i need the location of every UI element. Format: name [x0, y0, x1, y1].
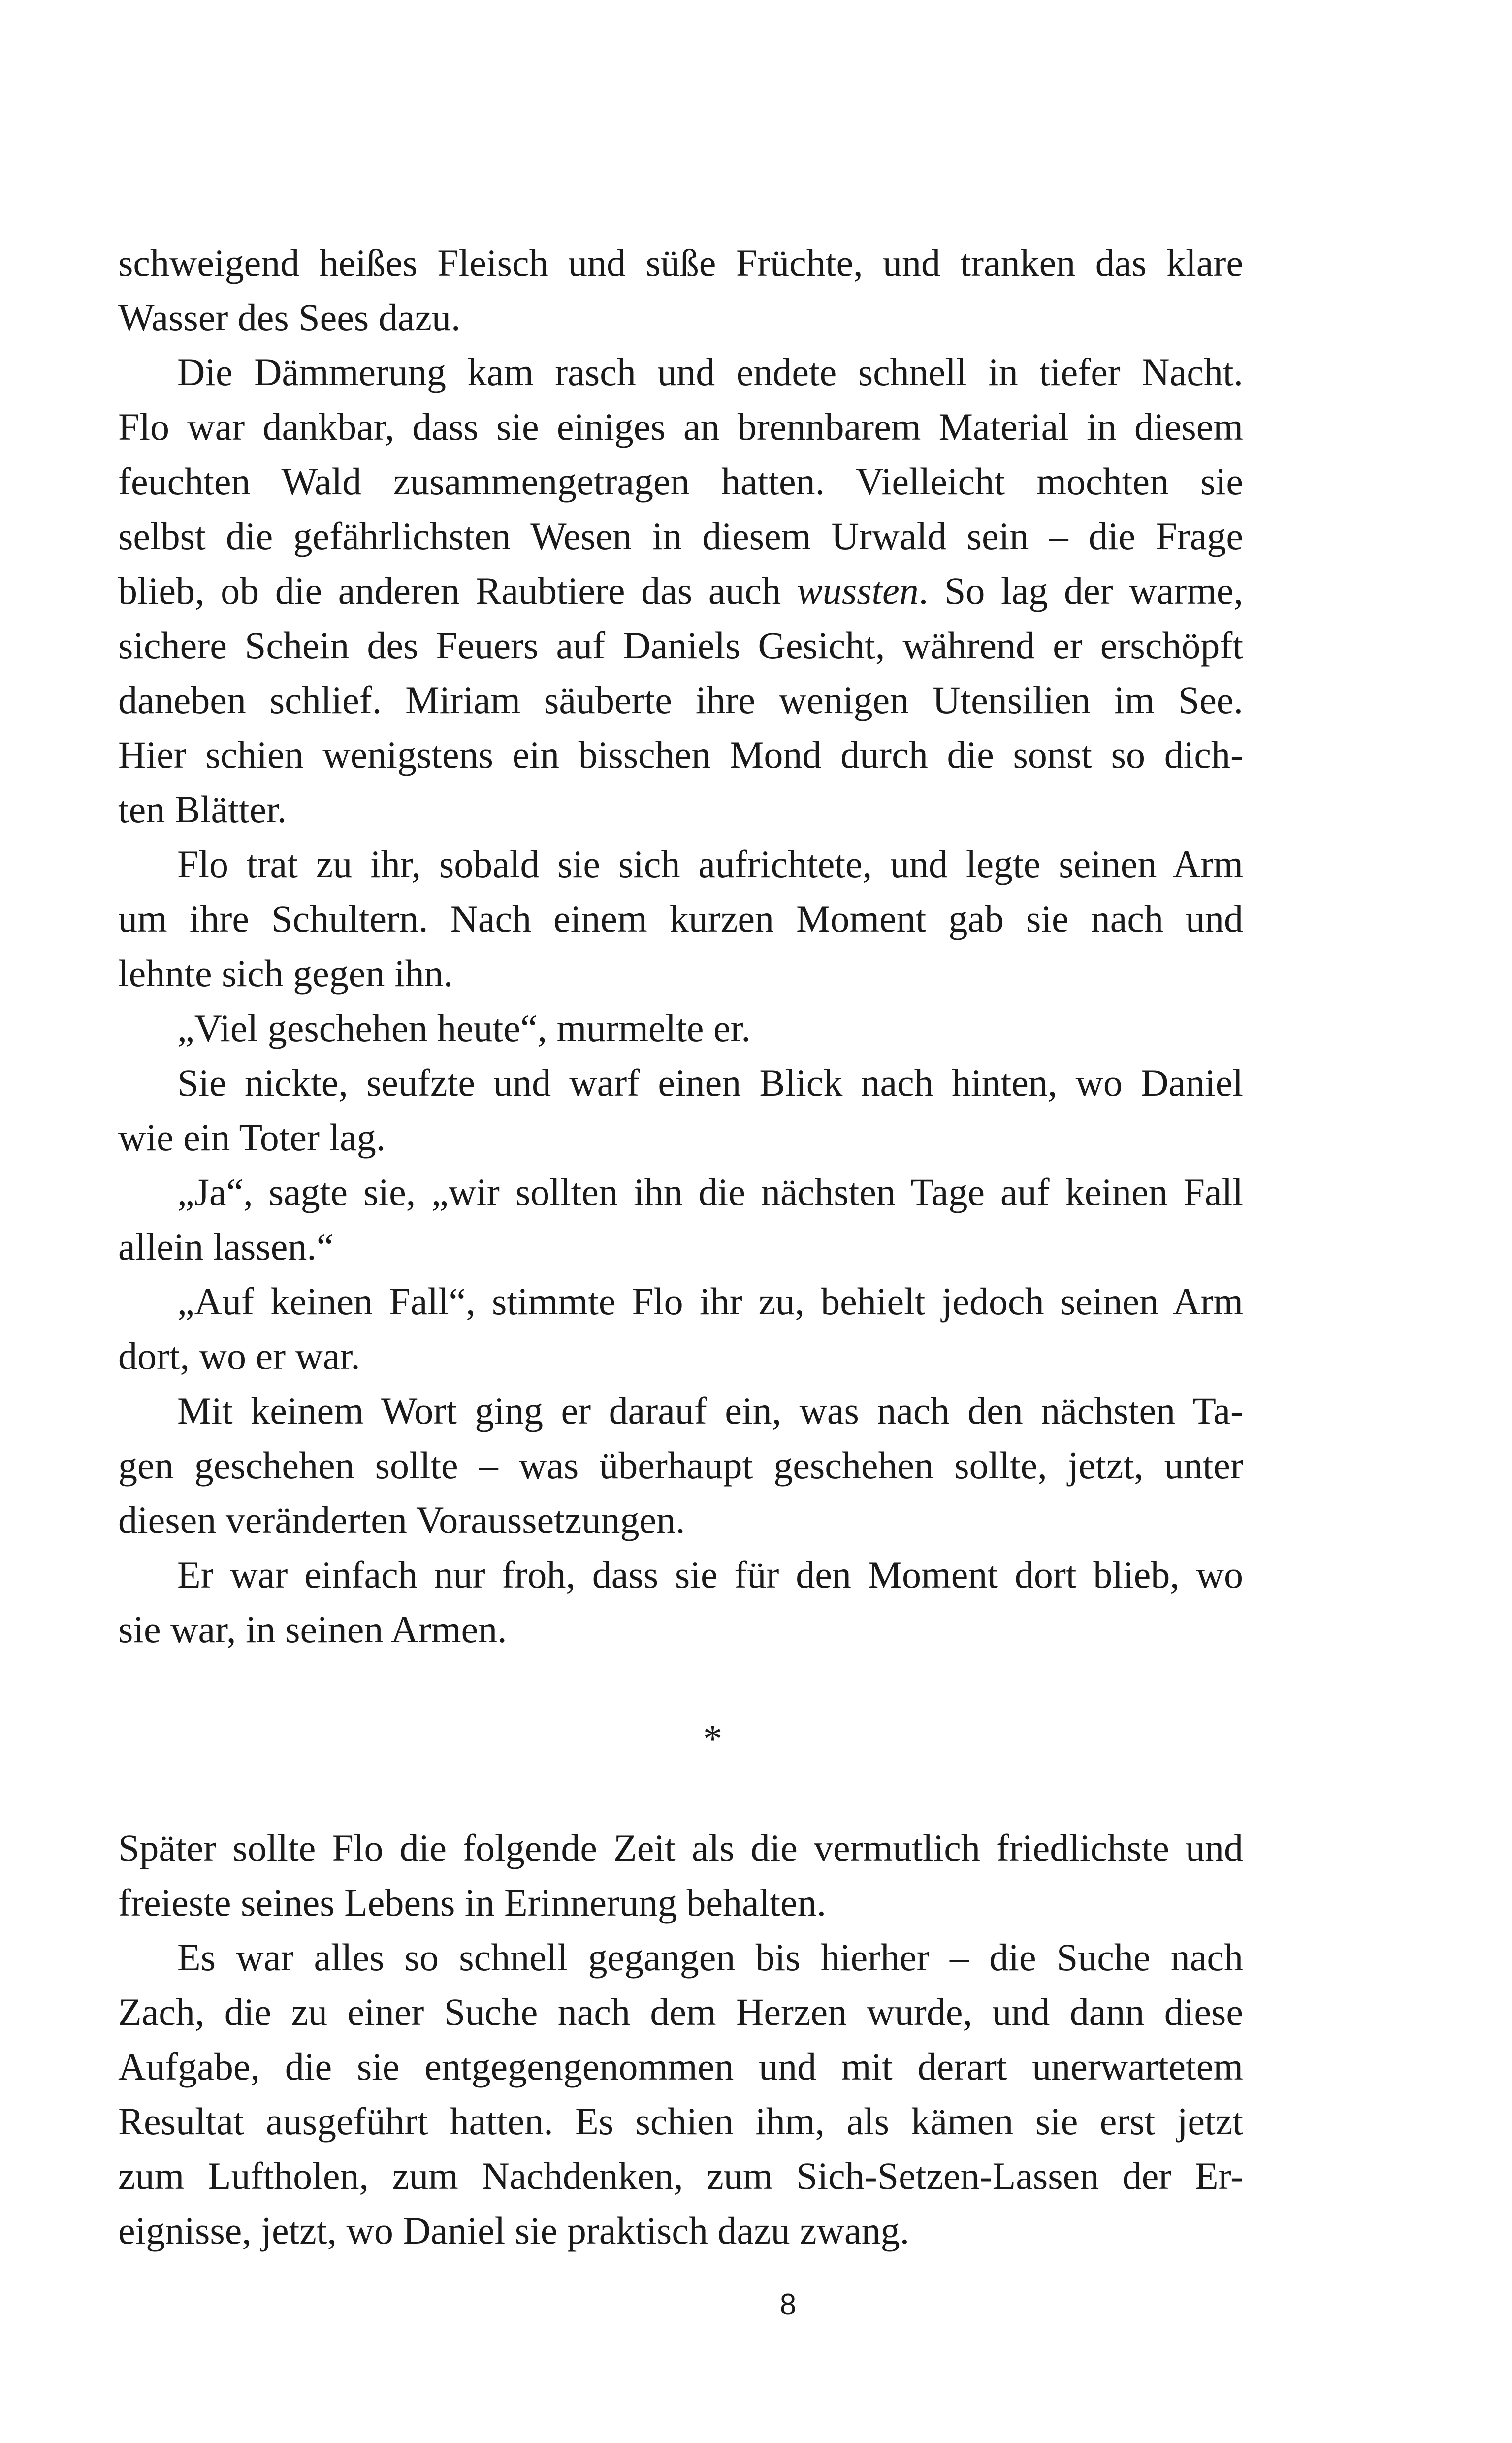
- paragraph: [118, 1821, 1243, 1930]
- text-line: gen geschehen sollte – was überhaupt geschehen sollte, jetzt, unter: [118, 1444, 1243, 1487]
- paragraph: [118, 1001, 1243, 1055]
- text-line: Resultat ausgeführt hatten. Es schien ihm, als kämen sie erst jetzt: [118, 2100, 1243, 2143]
- text-line: Die Dämmerung kam rasch und endete schnell in tiefer Nacht.: [177, 351, 1243, 393]
- text-line: Er war einfach nur froh, dass sie für den Moment dort blieb, wo: [177, 1553, 1243, 1596]
- text-line: [118, 563, 1243, 618]
- text-line: „Auf keinen Fall“, stimmte Flo ihr zu, behielt jedoch seinen Arm: [177, 1280, 1243, 1323]
- text-line: eignisse, jetzt, wo Daniel sie praktisch dazu zwang.: [118, 2209, 910, 2252]
- text-line: allein lassen.“: [118, 1225, 334, 1268]
- text-line: freieste seines Lebens in Erinnerung behalten.: [118, 1881, 827, 1924]
- paragraph: [118, 837, 1243, 1001]
- paragraph: [118, 345, 1243, 837]
- paragraph: [118, 1165, 1243, 1274]
- body-text: [118, 235, 1243, 2258]
- text-line: „Ja“, sagte sie, „wir sollten ihn die nächsten Tage auf keinen Fall: [177, 1171, 1243, 1213]
- text-line: Flo war dankbar, dass sie einiges an brennbarem Material in diesem: [118, 405, 1243, 448]
- paragraph: [118, 1274, 1243, 1383]
- text-line: Aufgabe, die sie entgegengenommen und mit derart unerwartetem: [118, 2045, 1243, 2088]
- text-line: dort, wo er war.: [118, 1335, 360, 1377]
- text-line: selbst die gefährlichsten Wesen in diesem Urwald sein – die Frage: [118, 515, 1243, 557]
- paragraph: [118, 1930, 1243, 2258]
- text-line: diesen veränderten Voraussetzungen.: [118, 1498, 685, 1541]
- text-line: Zach, die zu einer Suche nach dem Herzen wurde, und dann diese: [118, 1990, 1243, 2033]
- text-line: um ihre Schultern. Nach einem kurzen Moment gab sie nach und: [118, 897, 1243, 940]
- text-segment: . So lag der warme,: [918, 569, 1243, 612]
- paragraph: [118, 1547, 1243, 1657]
- page-number: 8: [779, 2288, 797, 2321]
- text-line: Wasser des Sees dazu.: [118, 296, 461, 339]
- text-line: Es war alles so schnell gegangen bis hierher – die Suche nach: [177, 1936, 1243, 1979]
- paragraph: [118, 1383, 1243, 1547]
- text-line: feuchten Wald zusammengetragen hatten. Vielleicht mochten sie: [118, 460, 1243, 503]
- text-line: Hier schien wenigstens ein bisschen Mond durch die sonst so dich-: [118, 733, 1243, 776]
- text-line: Flo trat zu ihr, sobald sie sich aufrichtete, und legte seinen Arm: [177, 843, 1243, 885]
- text-line: „Viel geschehen heute“, murmelte er.: [177, 1007, 751, 1049]
- text-segment: blieb, ob die anderen Raubtiere das auch: [118, 569, 797, 612]
- text-line: lehnte sich gegen ihn.: [118, 952, 453, 995]
- text-line: Mit keinem Wort ging er darauf ein, was nach den nächsten Ta-: [177, 1389, 1243, 1432]
- paragraph: [118, 1055, 1243, 1165]
- text-line: wie ein Toter lag.: [118, 1116, 386, 1159]
- text-line: sichere Schein des Feuers auf Daniels Gesicht, während er erschöpft: [118, 624, 1243, 667]
- text-line: daneben schlief. Miriam säuberte ihre wenigen Utensilien im See.: [118, 679, 1243, 721]
- scene-break-asterisk: *: [703, 1717, 722, 1760]
- text-line: schweigend heißes Fleisch und süße Früchte, und tranken das klare: [118, 241, 1243, 284]
- text-line: Sie nickte, seufzte und warf einen Blick nach hinten, wo Daniel: [177, 1061, 1243, 1104]
- text-line: ten Blätter.: [118, 788, 287, 831]
- paragraph: [118, 235, 1243, 345]
- text-line: Später sollte Flo die folgende Zeit als die vermutlich friedlichste und: [118, 1826, 1243, 1869]
- text-line: zum Luftholen, zum Nachdenken, zum Sich-Setzen-Lassen der Er-: [118, 2154, 1243, 2197]
- italic-word: wussten: [797, 569, 919, 612]
- text-line: sie war, in seinen Armen.: [118, 1608, 507, 1651]
